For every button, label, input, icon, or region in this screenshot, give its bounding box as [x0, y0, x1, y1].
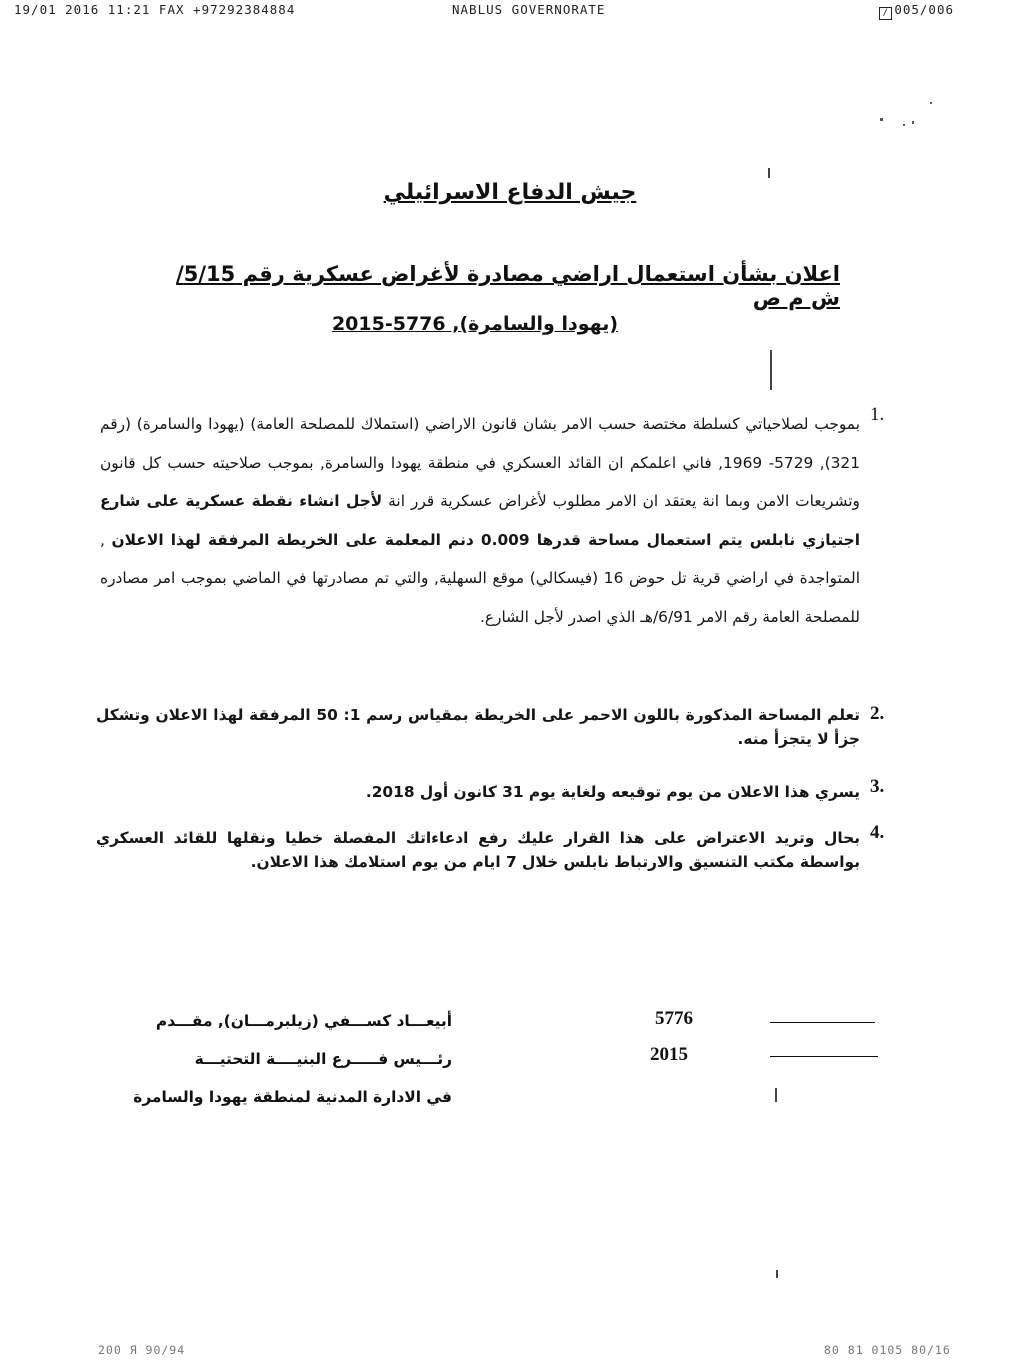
- scan-speck: [880, 118, 883, 121]
- item-1-text: بموجب لصلاحياتي كسلطة مختصة حسب الامر بشان قانون الاراضي (استملاك للمصلحة العامة) (يهودا والسامرة) (رقم 321), 5729- 1969, فاني اعلمكم ان القائد العسكري في منطقة يهودا والسامرة, بموجب صلاحيته حسب كل قانون وتشريعات الامن وبما انة يعتقد ان الامر مطلوب لأغراض عسكرية قرر انة لأجل انشاء نقطة عسكرية على شارع اجتيازي نابلس يتم استعمال مساحة قدرها 0.009 دنم المعلمة على الخريطة المرفقة لهذا الاعلان , المتواجدة في اراضي قرية تل حوض 16 (فيسكالي) موقع السهلية, والتي تم مصادرتها في الماضي بموجب امر مصادره للمصلحة العامة رقم الامر 6/91/هـ الذي اصدر لأجل الشارع.: [100, 415, 860, 626]
- signatory-name: أبيعـــاد كســـفي (زيلبرمـــان), مقـــدم: [155, 1012, 452, 1030]
- item-2-text: تعلم المساحة المذكورة باللون الاحمر على الخريطة بمقياس رسم 1: 50 المرفقة لهذا الاعلان وتشكل جزأ لا يتجزأ منه.: [96, 706, 860, 748]
- scan-line-mark: [768, 168, 770, 178]
- fax-sender-info: 19/01 2016 11:21 FAX +97292384884: [14, 2, 296, 17]
- item-1-bold-text: لأجل انشاء نقطة عسكرية على شارع اجتيازي نابلس يتم استعمال مساحة قدرها 0.009 دنم المعلمة على الخريطة المرفقة لهذا الاعلان: [100, 492, 860, 549]
- item-3-text: يسري هذا الاعلان من يوم توقيعه ولغاية يوم 31 كانون أول 2018.: [365, 783, 860, 801]
- scan-speck: [930, 102, 932, 104]
- item-4-text: بحال وتريد الاعتراض على هذا القرار عليك رفع ادعاءاتك المفصلة خطيا ونقلها للقائد العسكري بواسطة مكتب التنسيق والارتباط نابلس خلال 7 ايام من يوم استلامك هذا الاعلان.: [96, 829, 860, 871]
- signatory-title: رئـــيس فـــــرع البنيــــة التحتيـــة: [194, 1050, 452, 1068]
- gregorian-year: 2015: [650, 1044, 688, 1065]
- item-4-number: 4.: [870, 822, 885, 843]
- scan-line-mark: [776, 1270, 778, 1278]
- document-heading: جيش الدفاع الاسرائيلي: [383, 180, 637, 205]
- fax-header: [0, 0, 1024, 22]
- announcement-subject-line-1: اعلان بشأن استعمال اراضي مصادرة لأغراض عسكرية رقم 5/15/ ش م ص: [176, 262, 840, 310]
- fax-footer-right: 80 81 0105 80/16: [824, 1343, 951, 1357]
- item-2-number: 2.: [870, 703, 885, 724]
- item-1-number: 1.: [870, 404, 885, 425]
- scan-line-mark: [775, 1088, 777, 1102]
- date-line-2: [770, 1056, 878, 1057]
- scan-line-mark: [770, 350, 772, 390]
- hebrew-year: 5776: [655, 1008, 693, 1029]
- announcement-subject-line-2: (يهودا والسامرة), 5776-2015: [331, 313, 619, 335]
- fax-page-icon: /: [879, 7, 892, 20]
- item-3-number: 3.: [870, 776, 885, 797]
- fax-page-number: / 005/006: [879, 2, 954, 20]
- fax-sender-name: NABLUS GOVERNORATE: [452, 2, 606, 17]
- date-line-1: [770, 1022, 875, 1023]
- fax-footer-left: 200 Я 90/94: [98, 1343, 186, 1357]
- scan-speck: [912, 121, 914, 124]
- scan-speck: [903, 124, 905, 126]
- signatory-organization: في الادارة المدنية لمنطقة يهودا والسامرة: [133, 1088, 452, 1106]
- fax-footer: [0, 1341, 1024, 1361]
